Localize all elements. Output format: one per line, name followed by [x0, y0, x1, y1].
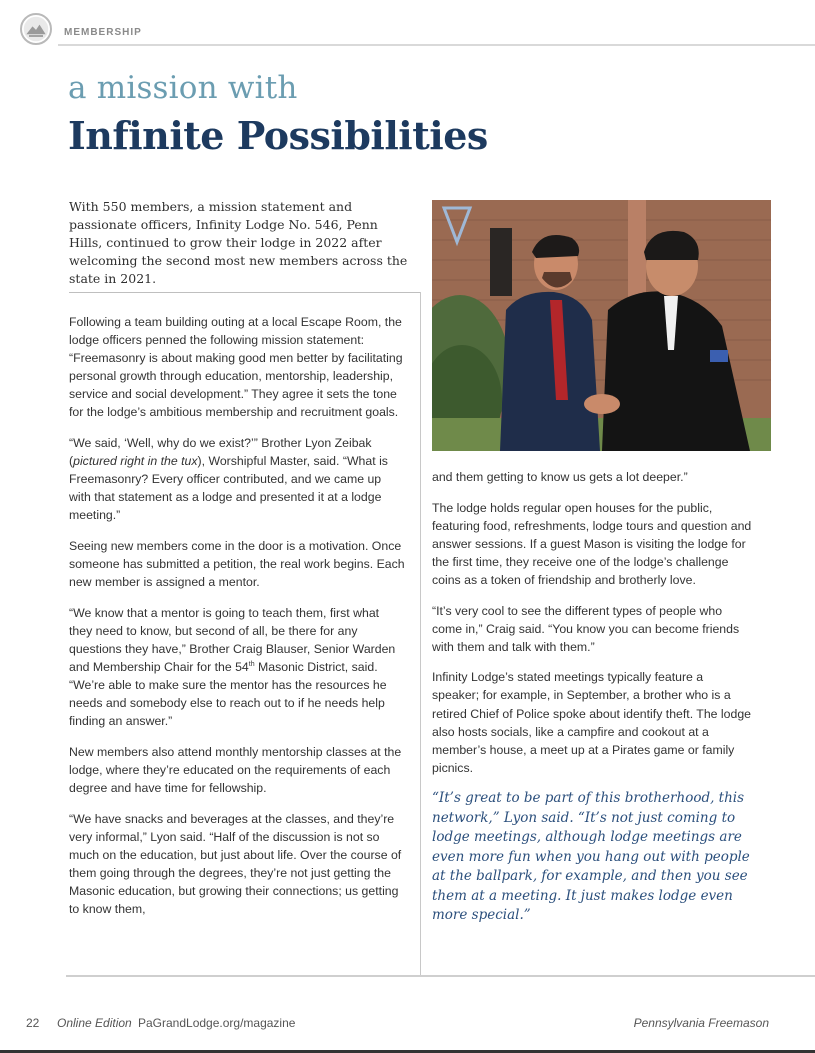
page-title: Infinite Possibilities [68, 113, 488, 158]
headline-kicker: a mission with [68, 70, 298, 106]
footer-divider [66, 975, 815, 977]
article-right-column [432, 468, 752, 938]
column-divider [420, 292, 421, 976]
pull-quote: “It’s great to be part of this brotherhood, this network,” Lyon said. “It’s not just coming to lodge meetings, although lodge meetings are even more fun when you hang out with people at the ballpark, for example, and then you see them at a meeting. It just makes lodge even more special.” [432, 790, 750, 924]
lede-divider [69, 292, 420, 293]
magazine-name: Pennsylvania Freemason [633, 1016, 769, 1030]
body-paragraph: “We have snacks and beverages at the classes, and they’re very informal,” Lyon said. “Half of the discussion is not so much on the education, but just about life. Over the course of them going through the degrees, they’re not just getting the Masonic education, but growing their connections; us getting to know them, [69, 811, 402, 917]
body-paragraph: The lodge holds regular open houses for the public, featuring food, refreshments, lodge tours and question and answer sessions. If a guest Mason is visiting the lodge for the first time, they receive one of the lodge’s challenge coins as a token of friendship and brotherly love. [432, 500, 752, 587]
body-paragraph: “It’s very cool to see the different types of people who come in,” Craig said. “You know you can become friends with them and talk with them.” [432, 603, 740, 654]
photo-caption-note: pictured right in the tux [73, 454, 198, 469]
grand-lodge-seal-icon [20, 13, 52, 45]
article-left-column [69, 313, 405, 931]
body-paragraph: and them getting to know us gets a lot deeper.” [432, 470, 688, 484]
edition-label: Online Edition [57, 1016, 132, 1030]
lodge-officers-photo [432, 200, 771, 451]
body-paragraph [69, 434, 405, 524]
header-divider [58, 44, 815, 46]
body-paragraph: Infinity Lodge’s stated meetings typically feature a speaker; for example, in September, a brother who is a retired Chief of Police spoke about identify theft. The lodge also hosts socials, like a campfire and cookout at a member’s house, a meet up at a Pirates game or family picnics. [432, 670, 752, 775]
body-paragraph: New members also attend monthly mentorship classes at the lodge, where they’re educated on the requirements of each degree and have time for fellowship. [69, 744, 402, 796]
body-text: “We said, ‘Well, why do we exist?’” Brother Lyon Zeibak ( [69, 436, 372, 469]
body-paragraph: Seeing new members come in the door is a motivation. Once someone has submitted a petition, the real work begins. Each new member is assigned a mentor. [69, 539, 405, 590]
lede-paragraph: With 550 members, a mission statement and passionate officers, Infinity Lodge No. 546, Penn Hills, continued to grow their lodge in 2022 after welcoming the second most new members across the state in 2021. [69, 199, 408, 286]
ordinal-suffix: th [248, 661, 255, 668]
page-number: 22 [26, 1016, 40, 1030]
section-label: MEMBERSHIP [64, 27, 142, 38]
body-text: Masonic District, said. “We’re able to make sure the mentor has the resources he needs and somebody else to reach out to if he needs help finding an answer.” [69, 660, 387, 729]
body-paragraph [69, 604, 405, 731]
body-text: ), Worshipful Master, said. “What is Freemasonry? Every officer contributed, and we came up with that statement as a lodge and presented it at a lodge meeting.” [69, 454, 388, 523]
magazine-url-link[interactable]: PaGrandLodge.org/magazine [138, 1016, 296, 1030]
body-paragraph: Following a team building outing at a local Escape Room, the lodge officers penned the following mission statement: “Freemasonry is about making good men better by facilitating personal growth through education, mentorship, leadership, service and social development.” They agree it sets the tone for the lodge’s ambitious membership and recruitment goals. [69, 315, 403, 420]
body-text: “We know that a mentor is going to teach them, first what they need to know, but second of all, be there for any questions they have,” Brother Craig Blauser, Senior Warden and Membership Chair for the 54 [69, 605, 396, 675]
